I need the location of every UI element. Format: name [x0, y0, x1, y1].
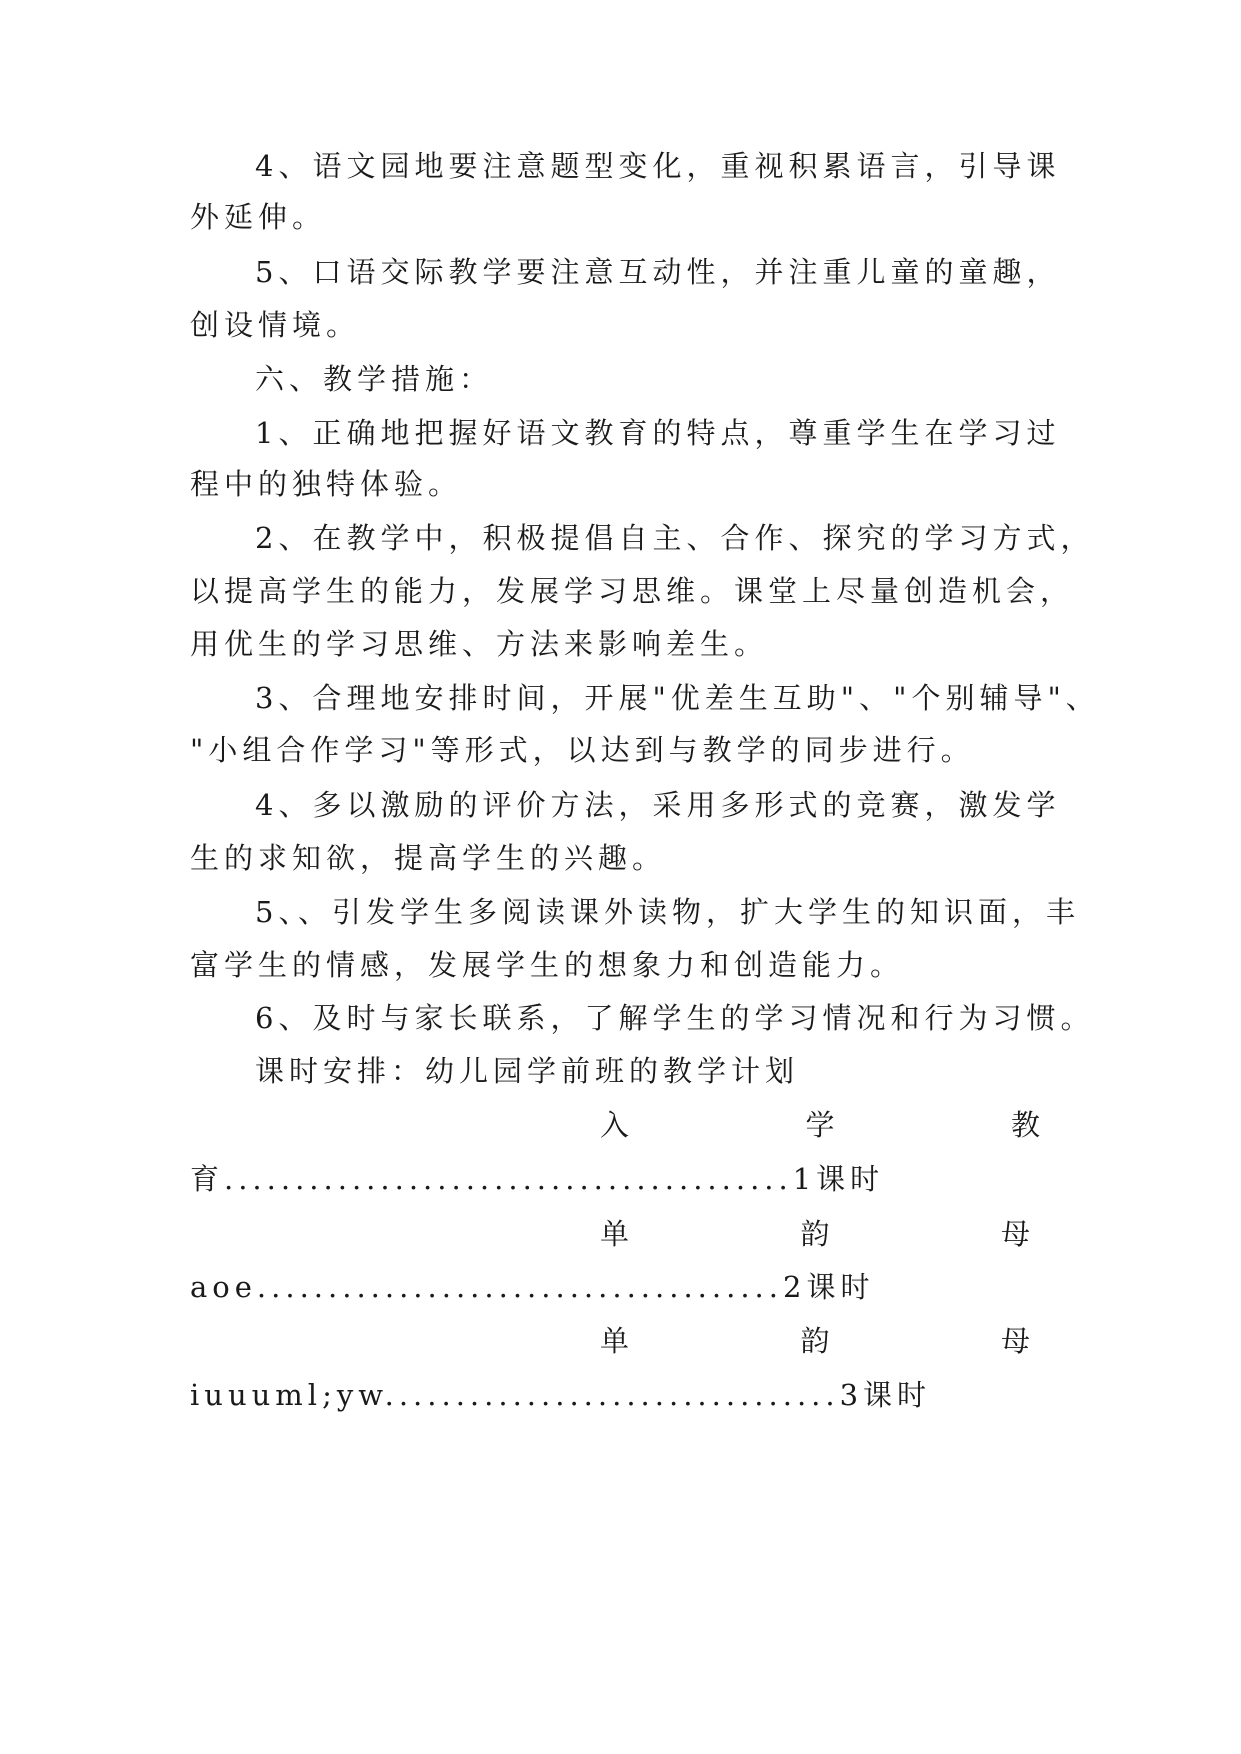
paragraph-line: 4、语文园地要注意题型变化，重视积累语言，引导课	[255, 149, 1061, 183]
schedule-item-entry: iuuuml;yw................................3课时	[190, 1378, 932, 1412]
paragraph-line: 3、合理地安排时间，开展"优差生互助"、"个别辅导"、	[255, 681, 1100, 715]
paragraph-line: 富学生的情感，发展学生的想象力和创造能力。	[190, 948, 905, 982]
paragraph-line: "小组合作学习"等形式，以达到与教学的同步进行。	[190, 733, 975, 767]
paragraph-line: 以提高学生的能力，发展学习思维。课堂上尽量创造机会，	[190, 574, 1075, 608]
schedule-heading: 课时安排：幼儿园学前班的教学计划	[255, 1054, 800, 1088]
paragraph-line: 6、及时与家长联系，了解学生的学习情况和行为习惯。	[255, 1001, 1095, 1035]
schedule-item-heading: 单 韵 母	[600, 1217, 1030, 1251]
paragraph-line: 程中的独特体验。	[190, 467, 463, 501]
schedule-item-heading: 单 韵 母	[600, 1324, 1030, 1358]
schedule-item-entry: 育........................................1课时	[190, 1162, 885, 1196]
paragraph-line: 2、在教学中，积极提倡自主、合作、探究的学习方式，	[255, 521, 1095, 555]
paragraph-line: 外延伸。	[190, 200, 327, 234]
paragraph-line: 生的求知欲，提高学生的兴趣。	[190, 841, 667, 875]
paragraph-line: 1、正确地把握好语文教育的特点，尊重学生在学习过	[255, 416, 1061, 450]
schedule-item-entry: aoe.....................................2课时	[190, 1270, 875, 1304]
paragraph-line: 4、多以激励的评价方法，采用多形式的竞赛，激发学	[255, 788, 1061, 822]
paragraph-line: 5、口语交际教学要注意互动性，并注重儿童的童趣，	[255, 255, 1061, 289]
schedule-item-heading: 入 学 教	[600, 1108, 1040, 1142]
paragraph-line: 创设情境。	[190, 308, 361, 342]
paragraph-line: 用优生的学习思维、方法来影响差生。	[190, 627, 769, 661]
section-heading: 六、教学措施：	[255, 362, 494, 396]
paragraph-line: 5、、引发学生多阅读课外读物，扩大学生的知识面，丰	[255, 895, 1080, 929]
